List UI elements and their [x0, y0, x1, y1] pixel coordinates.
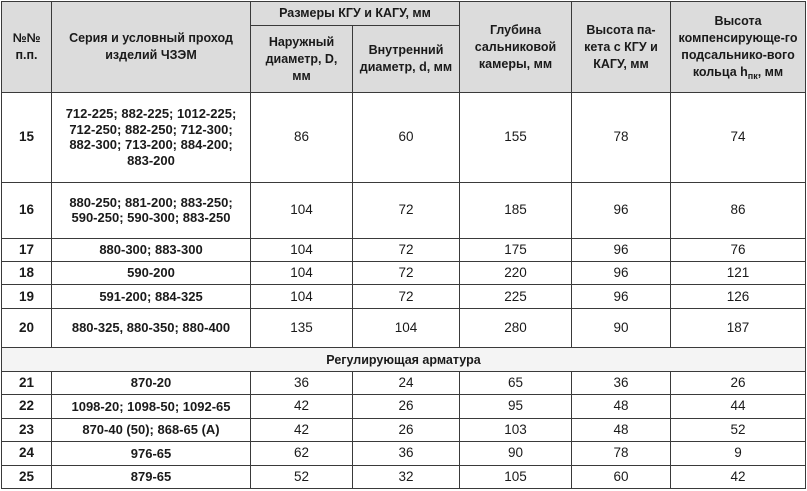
header-depth: Глубина сальниковой камеры, мм	[460, 2, 572, 93]
cell-pack: 36	[572, 371, 671, 394]
cell-series: 591-200; 884-325	[52, 285, 251, 308]
cell-comp: 187	[671, 308, 806, 348]
specs-table	[1, 1, 806, 489]
cell-comp: 44	[671, 395, 806, 418]
cell-outer: 52	[251, 465, 353, 489]
cell-depth: 95	[460, 395, 572, 418]
header-inner: Внутренний диаметр, d, мм	[353, 26, 460, 93]
table-row	[2, 238, 806, 261]
cell-pack: 96	[572, 182, 671, 238]
cell-inner: 26	[353, 395, 460, 418]
cell-comp: 74	[671, 93, 806, 183]
cell-depth: 65	[460, 371, 572, 394]
cell-series: 870-40 (50); 868-65 (А)	[52, 418, 251, 441]
cell-num: 20	[2, 308, 52, 348]
cell-pack: 96	[572, 238, 671, 261]
cell-num: 23	[2, 418, 52, 441]
table-row	[2, 418, 806, 441]
cell-outer: 135	[251, 308, 353, 348]
cell-outer: 42	[251, 395, 353, 418]
cell-series: 590-200	[52, 261, 251, 284]
table-row	[2, 93, 806, 183]
cell-num: 18	[2, 261, 52, 284]
table-row	[2, 442, 806, 465]
cell-comp: 126	[671, 285, 806, 308]
cell-outer: 86	[251, 93, 353, 183]
cell-num: 17	[2, 238, 52, 261]
cell-inner: 104	[353, 308, 460, 348]
cell-inner: 36	[353, 442, 460, 465]
cell-num: 16	[2, 182, 52, 238]
cell-series: 880-300; 883-300	[52, 238, 251, 261]
cell-comp: 42	[671, 465, 806, 489]
cell-inner: 72	[353, 285, 460, 308]
cell-depth: 175	[460, 238, 572, 261]
cell-series: 880-325, 880-350; 880-400	[52, 308, 251, 348]
section-title: Регулирующая арматура	[2, 348, 806, 371]
header-sizes-group: Размеры КГУ и КАГУ, мм	[251, 2, 460, 26]
cell-pack: 96	[572, 285, 671, 308]
header-comp-unit: , мм	[757, 65, 784, 79]
cell-inner: 72	[353, 238, 460, 261]
cell-series: 870-20	[52, 371, 251, 394]
cell-inner: 60	[353, 93, 460, 183]
cell-pack: 60	[572, 465, 671, 489]
cell-inner: 72	[353, 182, 460, 238]
cell-inner: 26	[353, 418, 460, 441]
cell-outer: 36	[251, 371, 353, 394]
cell-pack: 90	[572, 308, 671, 348]
table-row	[2, 371, 806, 394]
header-num: №№ п.п.	[2, 2, 52, 93]
cell-outer: 104	[251, 238, 353, 261]
header-outer: Наружный диаметр, D, мм	[251, 26, 353, 93]
cell-series: 879-65	[52, 465, 251, 489]
cell-inner: 72	[353, 261, 460, 284]
cell-num: 24	[2, 442, 52, 465]
header-comp-sub: пк	[747, 71, 758, 81]
cell-comp: 26	[671, 371, 806, 394]
cell-comp: 9	[671, 442, 806, 465]
table-row	[2, 285, 806, 308]
cell-comp: 52	[671, 418, 806, 441]
table-row	[2, 261, 806, 284]
cell-num: 22	[2, 395, 52, 418]
cell-series: 976-65	[52, 442, 251, 465]
cell-comp: 121	[671, 261, 806, 284]
cell-num: 15	[2, 93, 52, 183]
cell-pack: 48	[572, 418, 671, 441]
section-row	[2, 348, 806, 371]
header-comp-main: Высота компенсирующе-го подсальнико-вого кольца h	[678, 14, 798, 79]
header-comp-height	[671, 2, 806, 93]
cell-inner: 32	[353, 465, 460, 489]
cell-outer: 104	[251, 261, 353, 284]
cell-depth: 185	[460, 182, 572, 238]
cell-comp: 76	[671, 238, 806, 261]
table-row	[2, 395, 806, 418]
cell-comp: 86	[671, 182, 806, 238]
cell-depth: 155	[460, 93, 572, 183]
cell-num: 21	[2, 371, 52, 394]
cell-outer: 104	[251, 182, 353, 238]
cell-num: 25	[2, 465, 52, 489]
cell-outer: 62	[251, 442, 353, 465]
cell-outer: 42	[251, 418, 353, 441]
cell-pack: 48	[572, 395, 671, 418]
cell-depth: 280	[460, 308, 572, 348]
cell-depth: 220	[460, 261, 572, 284]
cell-pack: 78	[572, 93, 671, 183]
cell-pack: 96	[572, 261, 671, 284]
table-row	[2, 308, 806, 348]
cell-depth: 90	[460, 442, 572, 465]
cell-depth: 103	[460, 418, 572, 441]
cell-depth: 105	[460, 465, 572, 489]
cell-series: 712-225; 882-225; 1012-225; 712-250; 882-250; 712-300; 882-300; 713-200; 884-200; 883-200	[52, 93, 251, 183]
cell-num: 19	[2, 285, 52, 308]
cell-outer: 104	[251, 285, 353, 308]
header-series: Серия и условный проход изделий ЧЗЭМ	[52, 2, 251, 93]
cell-series: 1098-20; 1098-50; 1092-65	[52, 395, 251, 418]
cell-pack: 78	[572, 442, 671, 465]
cell-inner: 24	[353, 371, 460, 394]
header-pack-height: Высота па-кета с КГУ и КАГУ, мм	[572, 2, 671, 93]
cell-depth: 225	[460, 285, 572, 308]
table-row	[2, 182, 806, 238]
cell-series: 880-250; 881-200; 883-250; 590-250; 590-300; 883-250	[52, 182, 251, 238]
table-row	[2, 465, 806, 489]
